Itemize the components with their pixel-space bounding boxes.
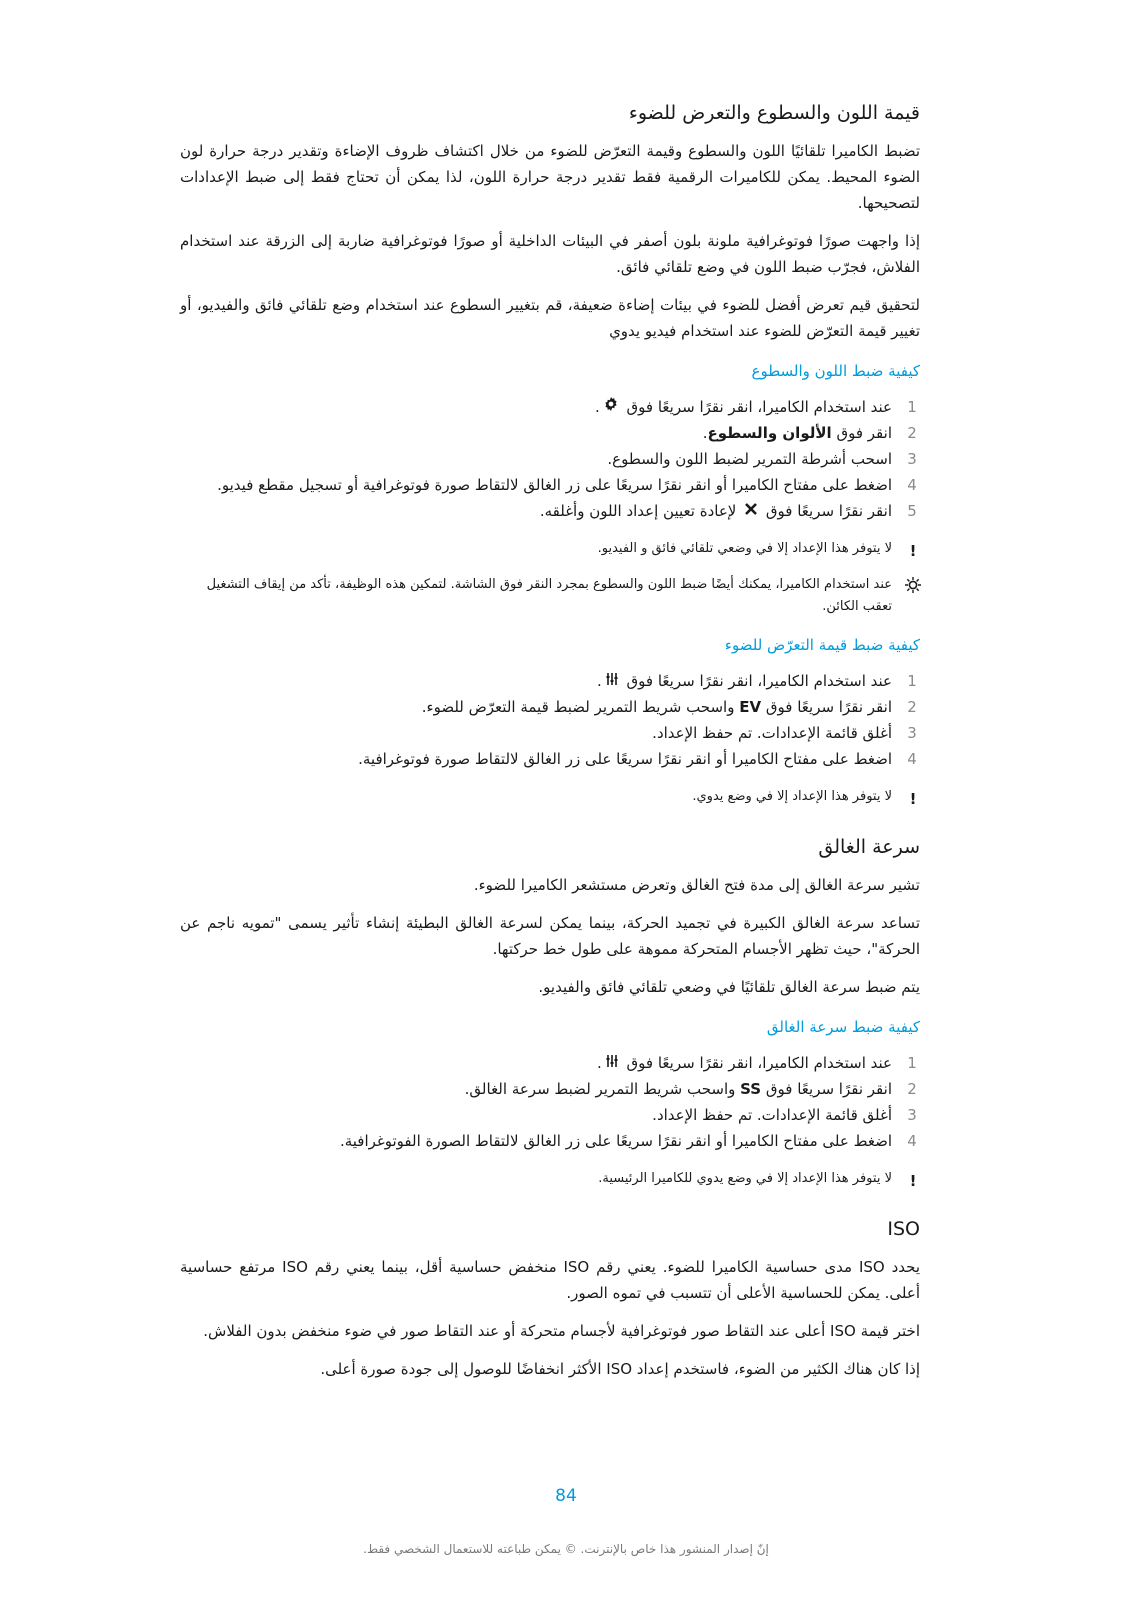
section-title-color: قيمة اللون والسطوع والتعرض للضوء [628,102,920,124]
paragraph: يتم ضبط سرعة الغالق تلقائيًا في وضعي تلقائي فائق والفيديو. [538,978,920,996]
step-number: 1 [907,672,917,690]
page-number: 84 [555,1486,577,1506]
step-number: 4 [907,1132,917,1150]
step-number: 4 [907,750,917,768]
warning-note: ! لا يتوفر هذا الإعداد إلا في وضع يدوي للكاميرا الرئيسية. [180,1168,920,1190]
step-number: 2 [907,698,917,716]
step-item: 4 اضغط على مفتاح الكاميرا أو انقر نقرًا سريعًا على زر الغالق لالتقاط صورة فوتوغرافية أو تسجيل مقطع فيديو. [180,472,920,498]
step-number: 2 [907,1080,917,1098]
paragraph: يحدد ISO مدى حساسية الكاميرا للضوء. يعني رقم ISO منخفض حساسية أقل، بينما يعني رقم ISO مرتفع حساسية أعلى. يمكن للحساسية الأعلى أن تتسبب في تموه الصور. [180,1258,920,1302]
paragraph: تشير سرعة الغالق إلى مدة فتح الغالق وتعرض مستشعر الكاميرا للضوء. [473,876,920,894]
step-number: 3 [907,1106,917,1124]
step-item: 4 اضغط على مفتاح الكاميرا أو انقر نقرًا سريعًا على زر الغالق لالتقاط صورة فوتوغرافية. [180,746,920,772]
section-title-iso: ISO [887,1218,920,1240]
paragraph: لتحقيق قيم تعرض أفضل للضوء في بيئات إضاءة ضعيفة، قم بتغيير السطوع عند استخدام وضع تلقائي فائق والفيديو، أو تغيير قيمة التعرّض للضوء عند استخدام فيديو يدوي [180,296,920,340]
steps-list-color [180,394,920,524]
step-item: 1 عند استخدام الكاميرا، انقر نقرًا سريعًا فوق . [180,394,920,420]
step-number: 3 [907,724,917,742]
lightbulb-icon [904,576,922,594]
section-title-shutter: سرعة الغالق [818,836,920,858]
step-number: 5 [907,502,917,520]
step-item: 4 اضغط على مفتاح الكاميرا أو انقر نقرًا سريعًا على زر الغالق لالتقاط الصورة الفوتوغرافية. [180,1128,920,1154]
step-item: 1 عند استخدام الكاميرا، انقر نقرًا سريعًا فوق . [180,668,920,694]
step-item: 1 عند استخدام الكاميرا، انقر نقرًا سريعًا فوق . [180,1050,920,1076]
step-item: 2 انقر فوق الألوان والسطوع. [180,420,920,446]
warning-note: ! لا يتوفر هذا الإعداد إلا في وضعي تلقائي فائق و الفيديو. [180,538,920,560]
paragraph: إذا واجهت صورًا فوتوغرافية ملونة بلون أصفر في البيئات الداخلية أو صورًا فوتوغرافية ضاربة إلى الزرقة عند استخدام الفلاش، فجرّب ضبط اللون في وضع تلقائي فائق. [180,232,920,276]
footer-copyright: إنّ إصدار المنشور هذا خاص بالإنترنت. © يمكن طباعته للاستعمال الشخصي فقط. [363,1542,769,1556]
step-number: 1 [907,1054,917,1072]
step-number: 3 [907,450,917,468]
subsection-title-color: كيفية ضبط اللون والسطوع [751,362,920,380]
exclamation-icon: ! [909,1172,917,1190]
step-item: 5 انقر نقرًا سريعًا فوق لإعادة تعيين إعداد اللون وأغلقه. [180,498,920,524]
step-number: 2 [907,424,917,442]
manual-page [180,100,920,1394]
manual-settings-icon [605,1050,619,1076]
step-number: 4 [907,476,917,494]
exclamation-icon: ! [909,790,917,808]
paragraph: تضبط الكاميرا تلقائيًا اللون والسطوع وقيمة التعرّض للضوء من خلال اكتشاف ظروف الإضاءة وتقدير درجة حرارة لون الضوء المحيط. يمكن للكاميرات الرقمية فقط تقدير درجة حرارة اللون، لذا يمكن أن تحتاج فقط إلى ضبط الإعدادات لتصحيحها. [180,142,920,212]
ev-label: EV [739,698,762,716]
paragraph: تساعد سرعة الغالق الكبيرة في تجميد الحركة، بينما يمكن لسرعة الغالق البطيئة إنشاء تأثير يسمى "تمويه ناجم عن الحركة"، حيث تظهر الأجسام المتحركة مموهة على طول خط حركتها. [180,914,920,958]
exclamation-icon: ! [909,542,917,560]
warning-note: ! لا يتوفر هذا الإعداد إلا في وضع يدوي. [180,786,920,808]
subsection-title-exposure: كيفية ضبط قيمة التعرّض للضوء [724,636,920,654]
gear-icon [603,394,619,420]
menu-label: الألوان والسطوع [707,424,832,442]
step-item: 3 أغلق قائمة الإعدادات. تم حفظ الإعداد. [180,1102,920,1128]
manual-settings-icon [605,668,619,694]
steps-list-exposure [180,668,920,772]
step-item: 3 اسحب أشرطة التمرير لضبط اللون والسطوع. [180,446,920,472]
steps-list-shutter [180,1050,920,1154]
step-item: 2 انقر نقرًا سريعًا فوق EV واسحب شريط التمرير لضبط قيمة التعرّض للضوء. [180,694,920,720]
step-item: 3 أغلق قائمة الإعدادات. تم حفظ الإعداد. [180,720,920,746]
paragraph: إذا كان هناك الكثير من الضوء، فاستخدم إعداد ISO الأكثر انخفاضًا للوصول إلى جودة صورة أعلى. [320,1360,920,1378]
step-number: 1 [907,398,917,416]
ss-label: SS [740,1080,762,1098]
subsection-title-shutter: كيفية ضبط سرعة الغالق [766,1018,920,1036]
close-x-icon [744,498,758,524]
step-item: 2 انقر نقرًا سريعًا فوق SS واسحب شريط التمرير لضبط سرعة الغالق. [180,1076,920,1102]
paragraph: اختر قيمة ISO أعلى عند التقاط صور فوتوغرافية لأجسام متحركة أو عند التقاط صور في ضوء منخفض بدون الفلاش. [203,1322,920,1340]
tip-note: عند استخدام الكاميرا، يمكنك أيضًا ضبط اللون والسطوع بمجرد النقر فوق الشاشة. لتمكين هذه الوظيفة، تأكد من إيقاف التشغيل تعقب الكائن. [180,574,920,618]
